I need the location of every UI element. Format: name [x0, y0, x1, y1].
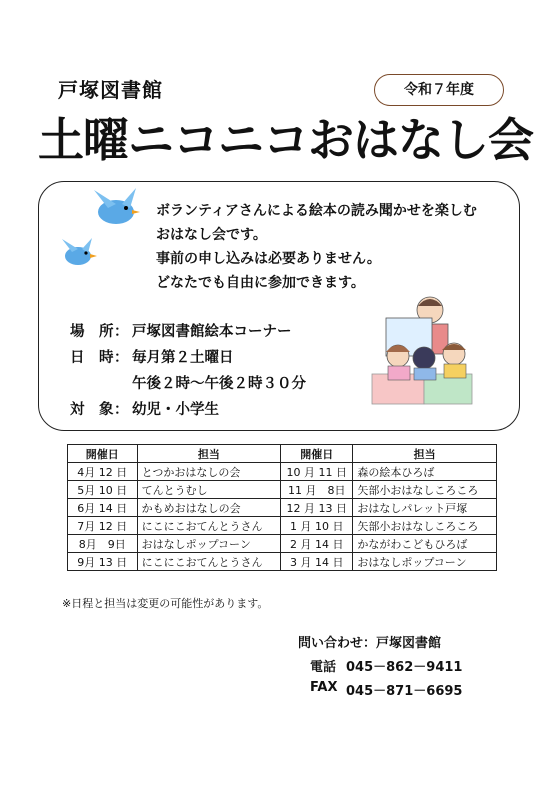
target-label: 対 象 — [70, 402, 114, 418]
table-cell: 3 月 14 日 — [281, 553, 353, 571]
table-row — [68, 463, 497, 481]
intro-line: ボランティアさんによる絵本の読み聞かせを楽しむ — [156, 203, 477, 219]
column-header: 担当 — [353, 445, 497, 463]
fiscal-year-badge: 令和７年度 — [374, 74, 504, 106]
table-cell: 4月 12 日 — [68, 463, 138, 481]
table-cell: 7月 12 日 — [68, 517, 138, 535]
place-value: 戸塚図書館絵本コーナー — [132, 324, 292, 340]
table-cell: にこにこおてんとうさん — [137, 517, 281, 535]
table-cell: おはなしパレット戸塚 — [353, 499, 497, 517]
table-cell: 2 月 14 日 — [281, 535, 353, 553]
target-value: 幼児・小学生 — [132, 402, 219, 418]
bird-icon — [86, 186, 146, 228]
colon: ： — [114, 350, 129, 366]
time-label: 日 時 — [70, 350, 114, 366]
table-row — [68, 499, 497, 517]
intro-line: おはなし会です。 — [156, 227, 267, 243]
table-cell: おはなしポップコーン — [353, 553, 497, 571]
table-cell: 矢部小おはなしころころ — [353, 517, 497, 535]
table-cell: 11 月 8日 — [281, 481, 353, 499]
change-note: ※日程と担当は変更の可能性があります。 — [62, 597, 269, 610]
table-cell: 森の絵本ひろば — [353, 463, 497, 481]
table-cell: 6月 14 日 — [68, 499, 138, 517]
table-cell: 12 月 13 日 — [281, 499, 353, 517]
table-cell: 9月 13 日 — [68, 553, 138, 571]
table-cell: かながわこどもひろば — [353, 535, 497, 553]
column-header: 開催日 — [281, 445, 353, 463]
column-header: 担当 — [137, 445, 281, 463]
table-row — [68, 535, 497, 553]
table-cell: 8月 9日 — [68, 535, 138, 553]
table-cell: 5月 10 日 — [68, 481, 138, 499]
tel-number: 045－862－9411 — [346, 660, 463, 675]
table-row — [68, 481, 497, 499]
fax-number: 045－871－6695 — [346, 684, 463, 699]
table-cell: 10 月 11 日 — [281, 463, 353, 481]
intro-line: どなたでも自由に参加できます。 — [156, 275, 365, 291]
table-cell: 1 月 10 日 — [281, 517, 353, 535]
table-cell: おはなしポップコーン — [137, 535, 281, 553]
library-name: 戸塚図書館 — [58, 78, 163, 102]
table-cell: とつかおはなしの会 — [137, 463, 281, 481]
bird-icon — [58, 236, 100, 270]
table-row — [68, 553, 497, 571]
time-value: 午後２時～午後２時３０分 — [132, 376, 306, 392]
place-label: 場 所 — [70, 324, 114, 340]
tel-label: 電話 — [310, 660, 337, 675]
contact-label: 問い合わせ：戸塚図書館 — [298, 636, 442, 651]
page-title: 土曜ニコニコおはなし会 — [38, 113, 533, 167]
colon: ： — [114, 402, 129, 418]
column-header: 開催日 — [68, 445, 138, 463]
storytelling-illustration — [368, 292, 478, 410]
table-header-row — [68, 445, 497, 463]
table-cell: にこにこおてんとうさん — [137, 553, 281, 571]
time-value: 毎月第２土曜日 — [132, 350, 234, 366]
fax-label: FAX — [310, 680, 338, 695]
table-cell: かもめおはなしの会 — [137, 499, 281, 517]
table-cell: てんとうむし — [137, 481, 281, 499]
table-cell: 矢部小おはなしころころ — [353, 481, 497, 499]
table-row — [68, 517, 497, 535]
colon: ： — [114, 324, 129, 340]
schedule-table — [67, 444, 497, 571]
intro-line: 事前の申し込みは必要ありません。 — [156, 251, 381, 267]
